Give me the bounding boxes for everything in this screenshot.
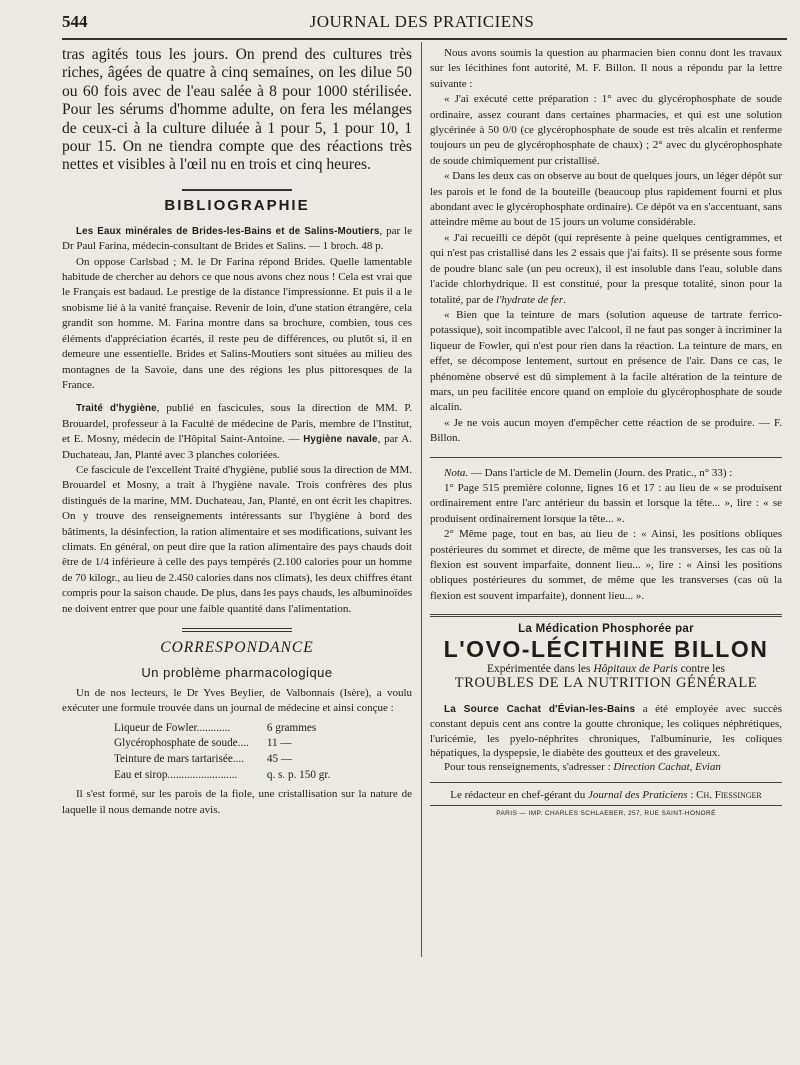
cachat-contact-pre: Pour tous renseignements, s'adresser : [444,761,614,774]
formula-item: Teinture de mars tartarisée.... [114,753,244,765]
ad-line-4: TROUBLES DE LA NUTRITION GÉNÉRALE [454,675,758,692]
formula-item: Liqueur de Fowler............ [114,721,231,734]
cachat-text: a été employée avec succès constant depuis cent ans contre la goutte chronique, les coliques néphrétiques, l'uricémie, les pyelo-néphrites chroniques, l'albuminurie, les coliques hépatiques, la dyspepsie, le diabète des goutteux et des graveleux. [430,703,782,759]
header-rule [62,38,787,40]
letter-paragraph-1: « J'ai exécuté cette préparation : 1° avec du glycérophosphate de soude ordinaire, assez courant dans certaines pharmacies, et qui est une solution glycérinée à 50 0/0 (ce glycérophosphate de soude est très alcalin et renferme toujours un peu de glycérophosphate de chaux) ; 2° avec du glycérophosphate de soude chimiquement pur cristallisé. [430,93,782,167]
formula-qty: 11 — [266,737,292,750]
formula-table [114,721,330,783]
ad-line-3-ital: Hôpitaux de Paris [593,663,678,676]
cachat-ad [430,702,782,760]
left-column [62,46,412,818]
formula-qty: q. s. p. 150 gr. [266,768,331,781]
formula-row [114,736,330,752]
intro-paragraph: tras agités tous les jours. On prend des cultures très riches, âgées de quatre à cinq semaines, on les dilue 50 ou 60 fois avec de l'eau salée à 8 pour 1000 stérilisée. Pour les sérums d'homme adulte, on fera les mélanges de ceux-ci à la culture diluée à 1 pour 5, 1 pour 10, 1 pour 15. On ne tiendra compte que des réactions très nettes et visibles à l'œil nu en trois et cinq heures. [62,46,412,174]
editor-pre: Le rédacteur en chef-gérant du [450,789,588,802]
letter-paragraph-3-ital: l'hydrate de fer [495,293,564,306]
correspondance-subheading: Un problème pharmacologique [141,665,333,680]
editor-ital: Journal des Praticiens [587,789,688,802]
right-column [430,46,782,817]
advertisement [430,623,782,692]
biblio-entry-2-rest1: , publié en fascicules, sous la direction de MM. P. Brouardel, professeur à la Faculté de médecine de Paris, membre de l'Institut, et E. Mosny, médecin de l'Hôpital Saint-Antoine. — [62,402,412,446]
ad-line-1: La Médication Phosphorée par [518,623,694,636]
editor-post: : Ch. Fiessinger [687,789,762,802]
biblio-entry-1-title: Les Eaux minérales de Brides-les-Bains et de Salins-Moutiers [76,225,380,237]
cachat-title: La Source Cachat d'Évian-les-Bains [444,704,636,716]
nota-intro [430,466,782,481]
letter-paragraph-3-end: . [563,293,566,306]
ad-product-name: L'OVO-LÉCITHINE BILLON [443,636,769,663]
printer-line: PARIS — IMP. CHARLES SCHLAEBER, 257, RUE SAINT-HONORÉ [496,810,716,818]
reply-intro: Nous avons soumis la question au pharmacien bien connu dont les travaux sur les lécithines font autorité, M. F. Billon. Il nous a répondu par la lettre suivante : [430,47,782,90]
ad-line-3 [430,663,782,675]
correspondance-heading: CORRESPONDANCE [160,639,314,656]
formula-row [114,768,330,784]
cachat-contact [430,760,782,774]
letter-paragraph-4: « Bien que la teinture de mars (solution aqueuse de tartrate ferrico-potassique), soit incompatible avec l'alcool, il ne faut pas songer à incriminer la liqueur de Fowler, qui n'est pour rien dans la réaction. La teinture de mars, en effet, se décompose lentement, surtout en présence de l'air. Dans ce cas, le phénomène observé est dû simplement à la facile altération de la teinture de mars, un peu facilitée encore quand on emploie du glycérophosphate de soude alcalin. [430,308,782,414]
letter-paragraph-3 [430,231,782,308]
ad-line-3-pre: Expérimentée dans les [487,663,594,676]
biblio-entry-1-rest: , par le Dr Paul Farina, médecin-consultant de Brides et Salins. — 1 broch. 48 p. [62,224,412,253]
biblio-entry-1-body: On oppose Carlsbad ; M. le Dr Farina répond Brides. Quelle lamentable habitude de chercher au dehors ce que nous avons chez nous ! Cela est vrai que le Français est badaud. Le prestige de la distance l'impressionne. Et puis il a le snobisme lié à la vanité française. Revenir de loin, d'une station étrangère, cela grandit son homme. M. Farina montre dans sa brochure, combien, tous ces éléments d'appréciation écartés, il reste peu de différences, ou plutôt si, il en demeure une essentielle. Brides et Salins-Moutiers sont situées au milieu des montagnes de la Savoie, dans une des régions les plus pittoresques de la France. [62,255,412,391]
formula-qty: 45 — [266,753,293,765]
letter-paragraph-3-start: « J'ai recueilli ce dépôt (qui représente à peine quelques centigrammes, et qui n'est pas cristallisé dans les 2 essais que j'ai faits). Il se présente sous forme de poudre blanc sale (un peu ocreux), il est insoluble dans l'eau, soluble dans l'acide chlorhydrique. Il est constitué, pour la presque totalité, sinon pour la totalité, par de [430,231,782,306]
correspondance-outro: Il s'est formé, sur les parois de la fiole, une cristallisation sur la nature de laquelle il nous demande notre avis. [62,788,412,816]
correspondance-intro: Un de nos lecteurs, le Dr Yves Beylier, de Valbonnais (Isère), a voulu exécuter une formule trouvée dans un journal de médecine et ainsi conçue : [62,687,412,715]
formula-row [114,752,330,768]
editor-line [430,789,782,801]
nota-label: Nota. [444,466,469,479]
ad-line-3-post: contre les [677,663,725,676]
biblio-entry-2-rest2: , par A. Duchateau, Jan, Planté avec 3 planches coloriées. [62,433,412,461]
biblio-entry-1 [62,224,412,255]
letter-paragraph-5: « Je ne vois aucun moyen d'empêcher cette réaction de se produire. — F. Billon. [430,416,782,445]
formula-item: Glycérophosphate de soude.... [114,737,249,750]
nota-item-2: 2° Même page, tout en bas, au lieu de : « Ainsi, les positions obliques postérieures du sommet et directe, de même que les transverses, les cas où la flexion est souvent imparfaite, donnent lieu... », lire : « Ainsi les positions obliques postérieures du sommet, de même que les transverses (cas où la flexion est souvent imparfaite), donnent lieu... ». [430,528,782,602]
column-separator [421,42,422,957]
formula-item: Eau et sirop......................... [114,768,238,781]
formula-row [114,721,330,737]
biblio-entry-2-title2: Hygiène navale [303,434,378,446]
page-header [62,12,782,36]
nota-item-1: 1° Page 515 première colonne, lignes 16 et 17 : au lieu de « se produisent ordinairement entre l'arc antérieur du bassin et lorsque la tête... », lire : « se produisent ordinairement lorsque la tête... ». [430,481,782,525]
biblio-entry-2 [62,401,412,463]
journal-title: JOURNAL DES PRATICIENS [309,12,535,31]
bibliographie-heading: BIBLIOGRAPHIE [164,196,310,214]
cachat-contact-ital: Direction Cachat, Evian [613,761,721,774]
nota-text: — Dans l'article de M. Demelin (Journ. des Pratic., n° 33) : [468,466,733,479]
letter-paragraph-2: « Dans les deux cas on observe au bout de quelques jours, un léger dépôt sur les parois et le fond de la bouteille (beaucoup plus rapidement fourni et plus abondant avec le glycérophosphate ordinaire). Ce dépôt va en s'accentuant, sans atteindre même au bout de 15 jours un volume considérable. [430,170,783,229]
biblio-entry-2-title: Traité d'hygiène [76,403,157,415]
formula-qty: 6 grammes [266,721,317,734]
biblio-entry-2-body: Ce fascicule de l'excellent Traité d'hygiène, publié sous la direction de MM. Brouardel et Mosny, a trait à l'hygiène navale. Trois confrères des plus distingués de la marine, MM. Duchateau, Jan, Planté, en ont écrit les chapitres. On y trouve des renseignements intéressants sur l'hygiène à bord des bâtiments, la désinfection, la ration alimentaire et ses modifications, suivant les climats. En général, on peut dire que la ration alimentaire des pays chauds doit être de 1/4 inférieure à celle des pays tempérés (2.100 calories pour un homme de 70 kilogr., au lieu de 2.450 calories dans nos climats), les deux chiffres étant compris pour la saison chaude. De plus, dans les pays chauds, les albuminoïdes ne doivent entrer que pour une faible quantité dans l'alimentation. [62,463,412,615]
page-number: 544 [62,12,88,31]
